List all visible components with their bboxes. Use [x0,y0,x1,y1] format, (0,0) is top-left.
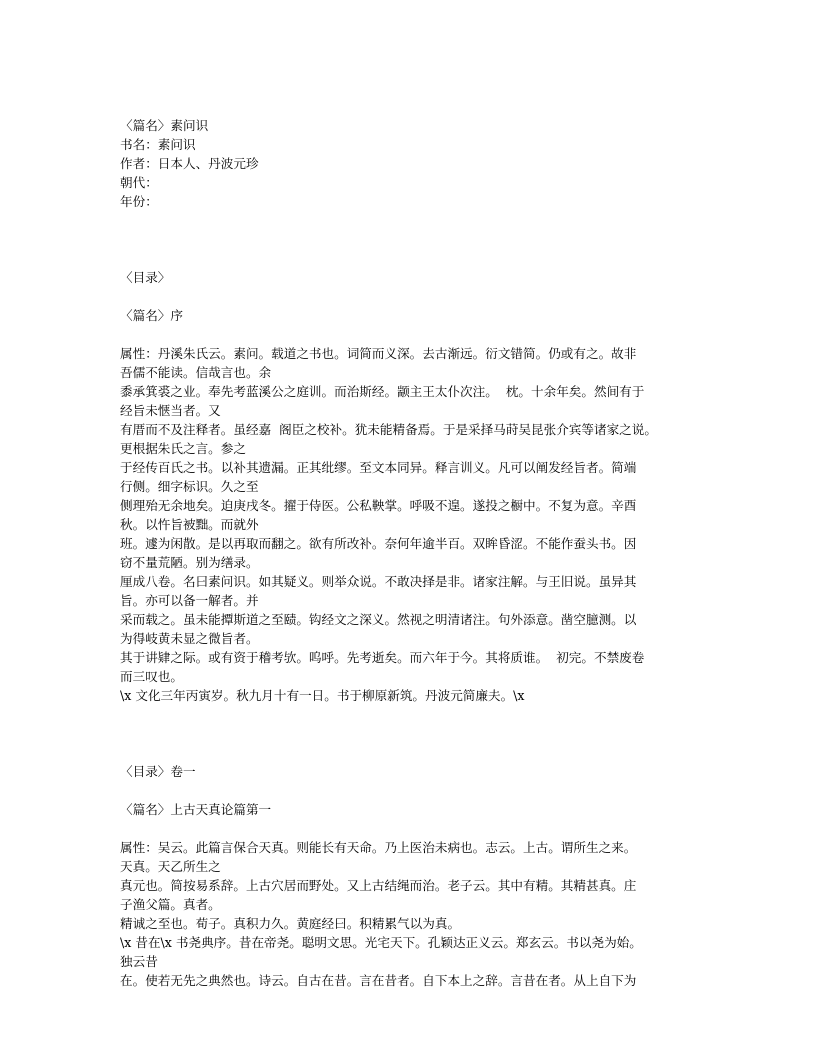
spacer [120,325,696,344]
text-line: 采而载之。虽未能撢斯道之至赜。钩经文之深义。然视之明清诸注。句外添意。凿空臆测。以 [120,612,637,627]
spacer [120,211,696,268]
text-line: \x 昔在\x 书尧典序。昔在帝尧。聪明文思。光宅天下。孔颖达正义云。郑玄云。书以尧为始。 [120,935,642,950]
text-line: 在。使若无先之典然也。诗云。自古在昔。言在昔者。自下本上之辞。言昔在者。从上自下为 [120,973,637,988]
section-title-preface: 〈篇名〉序 [120,308,183,323]
toc-heading-volume: 〈目录〉卷一 [120,764,196,779]
section-title-chapter-one: 〈篇名〉上古天真论篇第一 [120,802,272,817]
chapter-title: 〈篇名〉素问识 [120,118,209,133]
text-line: 为得岐黄未显之微旨者。 [120,631,259,646]
spacer [120,781,696,800]
text-line: 更根据朱氏之言。参之 [120,441,246,456]
text-line: \x 文化三年丙寅岁。秋九月十有一日。书于柳原新筑。丹波元简廉夫。\x [120,688,525,703]
text-line: 其于讲肄之际。或有资于稽考欤。呜呼。先考逝矣。而六年于今。其将质谁。 初完。不禁废卷 [120,650,645,665]
preface-body [120,344,696,705]
toc-heading: 〈目录〉 [120,270,171,285]
text-line: 属性：吴云。此篇言保合天真。则能长有天命。乃上医治未病也。志云。上古。谓所生之来。 [120,840,637,855]
text-line: 有厝而不及注释者。虽经嘉 阁臣之校补。犹未能精备焉。于是采择马莳吴昆张介宾等诸家之说。 [120,422,657,437]
text-line: 精诚之至也。荀子。真积力久。黄庭经曰。积精累气以为真。 [120,916,461,931]
spacer [120,819,696,838]
text-line: 属性：丹溪朱氏云。素问。载道之书也。词简而义深。去古渐远。衍文错简。仍或有之。故非 [120,346,637,361]
spacer [120,287,696,306]
book-name: 书名：素问识 [120,137,196,152]
text-line: 而三叹也。 [120,669,183,684]
text-line: 于经传百氏之书。以补其遗漏。正其纰缪。至文本同异。释言训义。凡可以阐发经旨者。简端 [120,460,637,475]
text-line: 真元也。简按易系辞。上古穴居而野处。又上古结绳而治。老子云。其中有精。其精甚真。庄 [120,878,637,893]
author: 作者：日本人、丹波元珍 [120,156,259,171]
document-page [120,116,696,990]
dynasty: 朝代： [120,175,158,190]
text-line: 经旨未惬当者。又 [120,403,221,418]
text-line: 行侧。细字标识。久之至 [120,479,259,494]
year: 年份： [120,194,158,209]
text-line: 子渔父篇。真者。 [120,897,221,912]
text-line: 旨。亦可以备一解者。并 [120,593,259,608]
chapter-one-body [120,838,696,990]
spacer [120,705,696,762]
text-line: 独云昔 [120,954,158,969]
text-line: 天真。天乙所生之 [120,859,221,874]
text-line: 窃不量荒陋。别为缮录。 [120,555,259,570]
text-line: 黍承箕裘之业。奉先考蓝溪公之庭训。而治斯经。颛主王太仆次注。 枕。十余年矣。然间有于 [120,384,645,399]
text-line: 侧理殆无余地矣。迫庚戌冬。擢于侍医。公私鞅掌。呼吸不遑。遂投之橱中。不复为意。辛酉 [120,498,637,513]
text-line: 厘成八卷。名曰素问识。如其疑义。则举众说。不敢决择是非。诸家注解。与王旧说。虽异其 [120,574,637,589]
text-line: 吾儒不能读。信哉言也。余 [120,365,272,380]
text-line: 班。遽为闲散。是以再取而翻之。欲有所改补。奈何年逾半百。双眸昏涩。不能作蚕头书。因 [120,536,637,551]
text-line: 秋。以忤旨被黜。而就外 [120,517,259,532]
